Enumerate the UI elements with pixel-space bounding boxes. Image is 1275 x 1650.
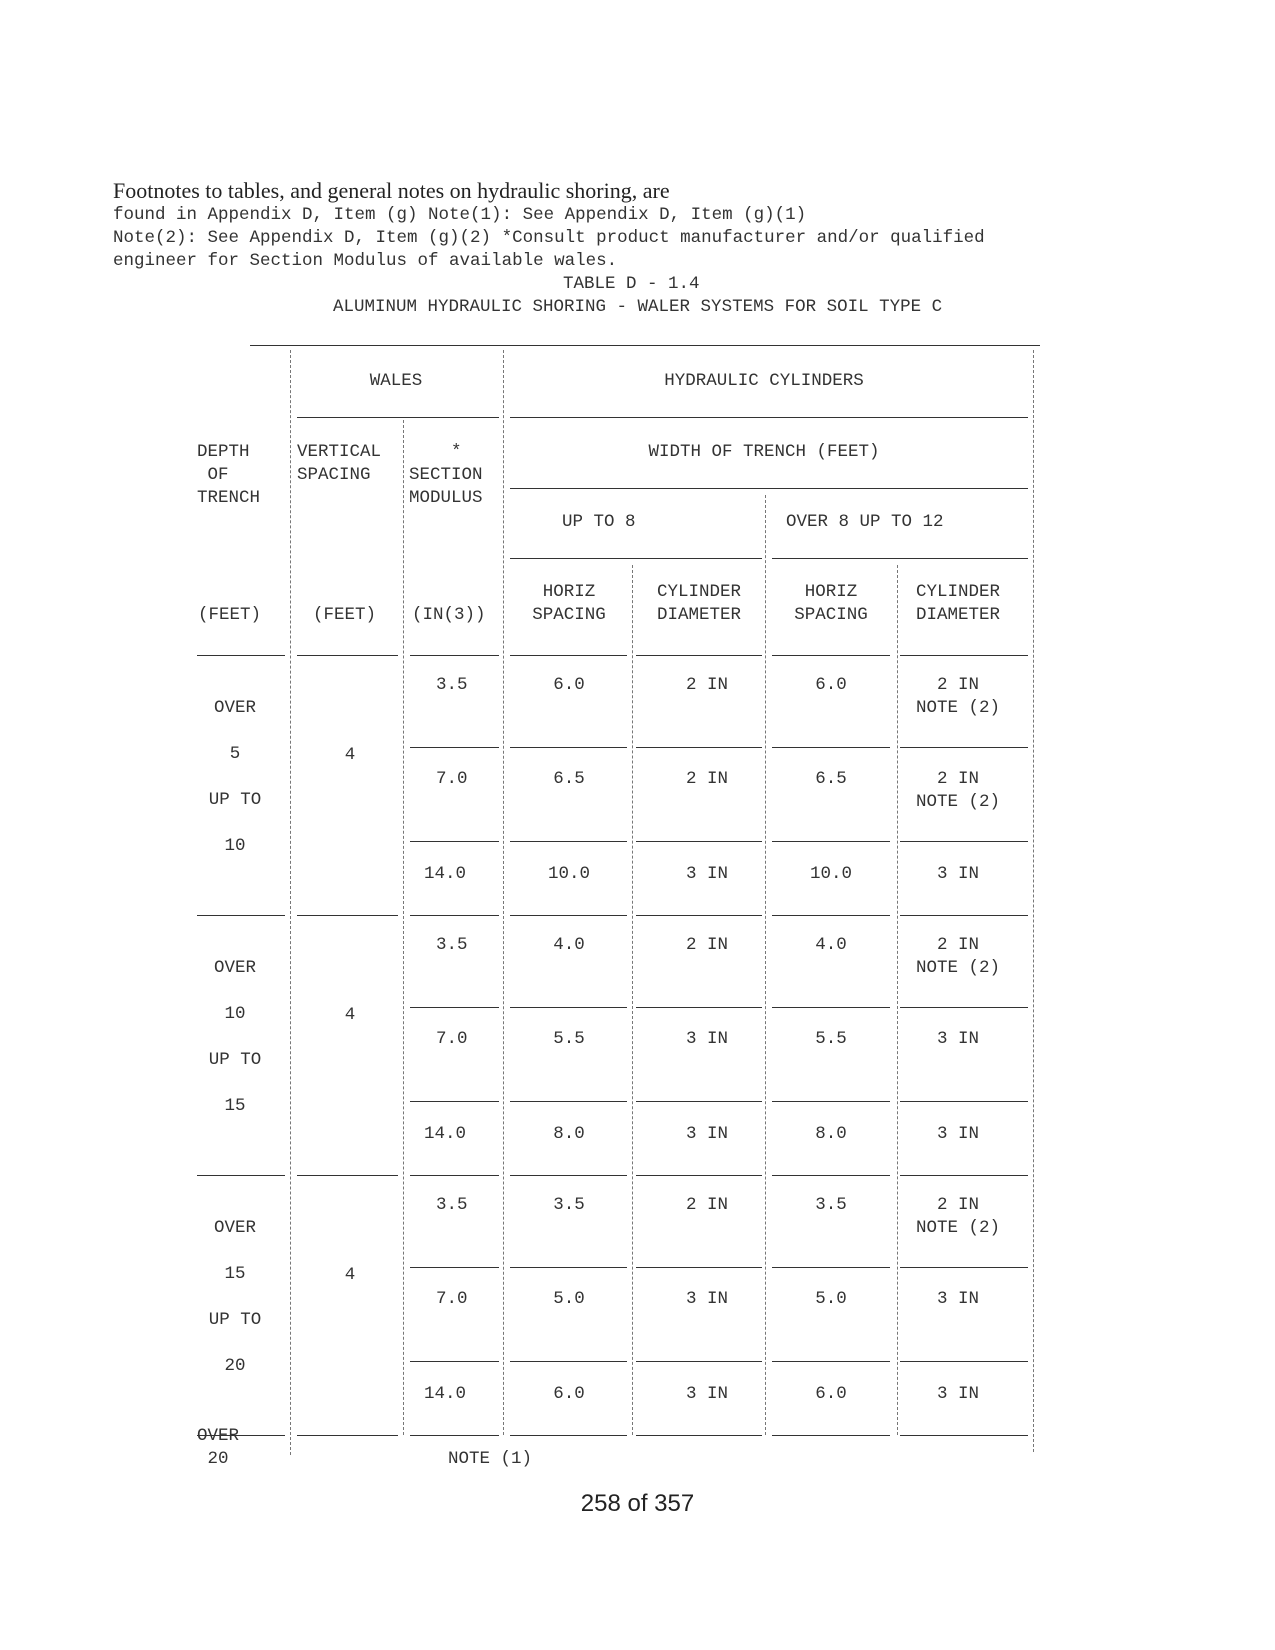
table-rule (410, 1361, 499, 1362)
horiz-spacing-value: 3.5 (815, 1195, 847, 1215)
header-vertical-spacing: VERTICAL SPACING (297, 442, 382, 485)
table-rule (636, 1175, 762, 1176)
column-divider (503, 350, 504, 1435)
table-rule (772, 655, 890, 656)
table-rule (410, 1101, 499, 1102)
cylinder-diameter-value: 3 IN (686, 1289, 729, 1309)
depth-range: OVER 15 UP TO 20 (208, 1218, 262, 1376)
table-rule (772, 841, 890, 842)
table-rule (410, 1435, 499, 1436)
table-rule (772, 747, 890, 748)
table-rule (410, 841, 499, 842)
horiz-spacing-value: 5.0 (553, 1289, 585, 1309)
unit-feet: (FEET) (198, 605, 262, 625)
table-rule (900, 747, 1028, 748)
table-rule (510, 841, 627, 842)
horiz-spacing-value: 10.0 (809, 864, 852, 884)
table-rule (900, 1435, 1028, 1436)
table-rule (510, 1175, 627, 1176)
table-rule (410, 1007, 499, 1008)
section-modulus-value: 14.0 (424, 1384, 467, 1404)
column-divider (765, 495, 766, 1435)
horiz-spacing-value: 5.5 (553, 1029, 585, 1049)
depth-range: OVER 5 UP TO 10 (208, 698, 262, 856)
section-modulus-value: 14.0 (424, 864, 467, 884)
section-modulus-value: 7.0 (436, 769, 468, 789)
table-rule (900, 1175, 1028, 1176)
header-over-8-up-to-12: OVER 8 UP TO 12 (786, 512, 944, 532)
table-rule (772, 1007, 890, 1008)
horiz-spacing-value: 6.0 (815, 675, 847, 695)
table-rule (772, 1101, 890, 1102)
note-1: NOTE (1) (448, 1449, 533, 1469)
depth-over-20: OVER 20 (197, 1426, 240, 1469)
column-divider (403, 420, 404, 1435)
column-divider (897, 565, 898, 1435)
horiz-spacing-value: 5.0 (815, 1289, 847, 1309)
cylinder-diameter-value: 2 IN NOTE (2) (915, 935, 1000, 978)
table-rule (197, 915, 285, 916)
cylinder-diameter-value: 3 IN (936, 1384, 979, 1404)
header-up-to-8: UP TO 8 (562, 512, 636, 532)
table-rule (410, 747, 499, 748)
depth-range: OVER 10 UP TO 15 (208, 958, 262, 1116)
horiz-spacing-value: 4.0 (553, 935, 585, 955)
table-rule (772, 1361, 890, 1362)
section-modulus-value: 14.0 (424, 1124, 467, 1144)
header-wales: WALES (369, 371, 423, 391)
horiz-spacing-value: 8.0 (815, 1124, 847, 1144)
horiz-spacing-value: 6.0 (553, 1384, 585, 1404)
section-modulus-value: 3.5 (436, 675, 468, 695)
cylinder-diameter-value: 2 IN NOTE (2) (915, 675, 1000, 718)
horiz-spacing-value: 4.0 (815, 935, 847, 955)
page-number: 258 of 357 (580, 1490, 695, 1517)
unit-feet: (FEET) (313, 605, 377, 625)
horiz-spacing-value: 3.5 (553, 1195, 585, 1215)
cylinder-diameter-value: 3 IN (936, 1029, 979, 1049)
cylinder-diameter-value: 2 IN (686, 935, 729, 955)
table-rule (636, 1435, 762, 1436)
table-rule (636, 655, 762, 656)
table-rule (900, 1267, 1028, 1268)
horiz-spacing-value: 6.5 (815, 769, 847, 789)
table-rule (410, 915, 499, 916)
header-depth-of-trench: DEPTH OF TRENCH (197, 442, 261, 508)
table-rule (900, 915, 1028, 916)
horiz-spacing-value: 6.0 (553, 675, 585, 695)
cylinder-diameter-value: 3 IN (686, 1384, 729, 1404)
table-rule (197, 1435, 285, 1436)
table-rule (197, 655, 285, 656)
header-hydraulic-cylinders: HYDRAULIC CYLINDERS (664, 371, 864, 391)
table-rule (510, 747, 627, 748)
table-rule (510, 1007, 627, 1008)
table-rule (900, 1101, 1028, 1102)
table-rule (510, 488, 1028, 489)
header-horiz-spacing: HORIZ SPACING (532, 582, 606, 625)
vertical-spacing-value: 4 (344, 745, 356, 765)
table-rule (900, 1361, 1028, 1362)
section-modulus-value: 3.5 (436, 1195, 468, 1215)
table-rule (510, 558, 762, 559)
vertical-spacing-value: 4 (344, 1005, 356, 1025)
table-rule (772, 558, 1028, 559)
cylinder-diameter-value: 2 IN NOTE (2) (915, 1195, 1000, 1238)
table-rule (510, 417, 1028, 418)
table-rule (297, 915, 398, 916)
table-rule (900, 841, 1028, 842)
table-subtitle: ALUMINUM HYDRAULIC SHORING - WALER SYSTEMS FOR SOIL TYPE C (333, 297, 943, 317)
table-rule (510, 655, 627, 656)
horiz-spacing-value: 6.0 (815, 1384, 847, 1404)
table-rule (297, 655, 398, 656)
table-rule (410, 1175, 499, 1176)
table-rule (772, 1267, 890, 1268)
table-rule (636, 747, 762, 748)
horiz-spacing-value: 8.0 (553, 1124, 585, 1144)
cylinder-diameter-value: 3 IN (936, 864, 979, 884)
cylinder-diameter-value: 2 IN NOTE (2) (915, 769, 1000, 812)
table-rule (510, 1361, 627, 1362)
table-title: TABLE D - 1.4 (563, 274, 700, 294)
column-divider (1033, 350, 1034, 1452)
unit-in3: (IN(3)) (412, 605, 486, 625)
table-rule (297, 1435, 398, 1436)
cylinder-diameter-value: 3 IN (686, 1029, 729, 1049)
table-rule (772, 915, 890, 916)
cylinder-diameter-value: 2 IN (686, 1195, 729, 1215)
vertical-spacing-value: 4 (344, 1265, 356, 1285)
table-rule (510, 1435, 627, 1436)
intro-line: Note(2): See Appendix D, Item (g)(2) *Consult product manufacturer and/or qualified (113, 228, 985, 248)
section-modulus-value: 3.5 (436, 935, 468, 955)
table-rule (510, 915, 627, 916)
table-rule (410, 1267, 499, 1268)
cylinder-diameter-value: 2 IN (686, 675, 729, 695)
intro-line: found in Appendix D, Item (g) Note(1): See Appendix D, Item (g)(1) (113, 205, 807, 225)
column-divider (290, 350, 291, 1455)
intro-line: engineer for Section Modulus of available wales. (113, 251, 618, 271)
horiz-spacing-value: 6.5 (553, 769, 585, 789)
table-rule (772, 1175, 890, 1176)
header-section-modulus: * SECTION MODULUS (409, 442, 483, 508)
header-cylinder-diameter: CYLINDER DIAMETER (915, 582, 1000, 625)
header-cylinder-diameter: CYLINDER DIAMETER (656, 582, 741, 625)
cylinder-diameter-value: 3 IN (936, 1124, 979, 1144)
table-rule (510, 1267, 627, 1268)
cylinder-diameter-value: 3 IN (936, 1289, 979, 1309)
section-modulus-value: 7.0 (436, 1029, 468, 1049)
header-width-of-trench: WIDTH OF TRENCH (FEET) (648, 442, 880, 462)
column-divider (632, 565, 633, 1435)
table-rule (900, 1007, 1028, 1008)
table-rule (636, 1267, 762, 1268)
intro-heading: Footnotes to tables, and general notes on hydraulic shoring, are (113, 178, 670, 203)
table-rule (636, 841, 762, 842)
table-rule (636, 1361, 762, 1362)
table-rule (900, 655, 1028, 656)
table-rule (410, 655, 499, 656)
table-rule (297, 1175, 398, 1176)
horiz-spacing-value: 10.0 (547, 864, 590, 884)
cylinder-diameter-value: 3 IN (686, 864, 729, 884)
table-rule (636, 915, 762, 916)
cylinder-diameter-value: 2 IN (686, 769, 729, 789)
table-rule (297, 417, 499, 418)
section-modulus-value: 7.0 (436, 1289, 468, 1309)
horiz-spacing-value: 5.5 (815, 1029, 847, 1049)
table-rule (636, 1101, 762, 1102)
header-horiz-spacing: HORIZ SPACING (794, 582, 868, 625)
table-rule (636, 1007, 762, 1008)
table-top-rule (250, 345, 1040, 346)
table-rule (197, 1175, 285, 1176)
table-rule (510, 1101, 627, 1102)
table-rule (772, 1435, 890, 1436)
cylinder-diameter-value: 3 IN (686, 1124, 729, 1144)
